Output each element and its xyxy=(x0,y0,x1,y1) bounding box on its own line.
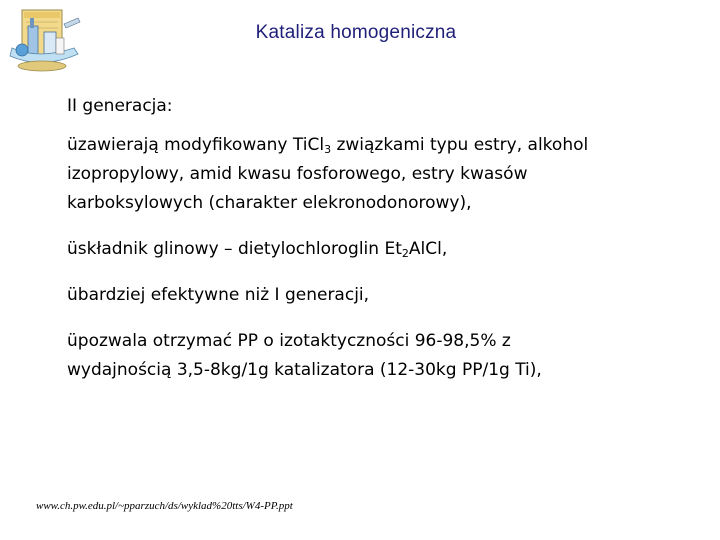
slide-content xyxy=(67,92,687,385)
bullet-item: üskładnik glinowy – dietylochloroglin $Et_2AlCl$, xyxy=(67,239,448,260)
section-heading: II generacja: xyxy=(67,96,173,116)
source-url-footer: www.ch.pw.edu.pl/~pparzuch/ds/wyklad%20tts/W4-PP.ppt xyxy=(36,500,293,512)
checkmark-icon: ü xyxy=(67,135,78,155)
slide-title: Kataliza homogeniczna xyxy=(255,22,457,43)
checkmark-icon: ü xyxy=(67,285,78,305)
bullet-item: üzawierają modyfikowany TiCl$_3$ związkami typu estry, alkohol izopropylowy, amid kwasu fosforowego, estry kwasów karboksylowych (charakter elekronodonorowy), xyxy=(67,135,589,213)
bullet-item: übardziej efektywne niż I generacji, xyxy=(67,285,370,305)
checkmark-icon: ü xyxy=(67,331,78,351)
bullet-item: üpozwala otrzymać PP o izotaktyczności 96-98,5% z wydajnością 3,5-8kg/1g katalizatora (12-30kg PP/1g Ti), xyxy=(67,331,542,380)
checkmark-icon: ü xyxy=(67,239,78,259)
